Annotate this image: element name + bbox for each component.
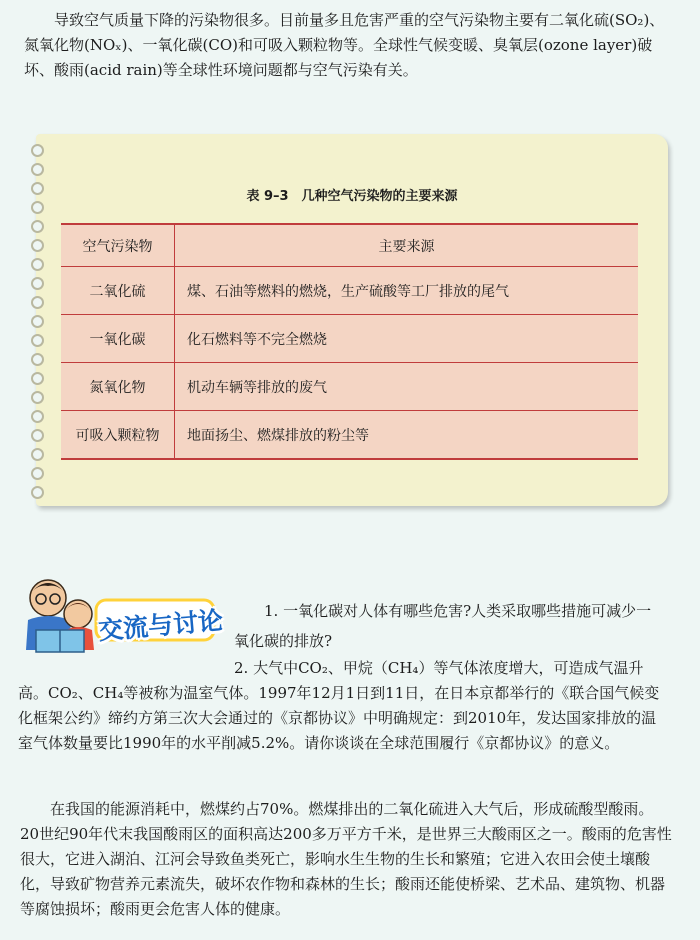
table-header-row (61, 224, 638, 267)
binding-ring (31, 391, 44, 404)
intro-paragraph: 导致空气质量下降的污染物很多。目前量多且危害严重的空气污染物主要有二氧化硫(SO₂)、氮氧化物(NOₓ)、一氧化碳(CO)和可吸入颗粒物等。全球性气候变暖、臭氧层(ozone layer)破坏、酸雨(acid rain)等全球性环境问题都与空气污染有关。 (24, 11, 665, 79)
source-cell: 化石燃料等不完全燃烧 (175, 315, 639, 363)
table-row (61, 411, 638, 460)
binding-ring (31, 239, 44, 252)
binding-ring (31, 220, 44, 233)
table-notecard (36, 134, 668, 506)
binding-ring (31, 486, 44, 499)
pollutant-cell: 一氧化碳 (61, 315, 175, 363)
table-row (61, 315, 638, 363)
pollutant-sources-table (61, 223, 638, 460)
table-title: 表 9–3 几种空气污染物的主要来源 (246, 189, 458, 204)
question-2-text: 2. 大气中CO₂、甲烷（CH₄）等气体浓度增大，可造成气温升高。CO₂、CH₄等被称为温室气体。1997年12月1日到11日，在日本京都举行的《联合国气候变化框架公约》缔约方第三次大会通过的《京都协议》中明确规定：到2010年，发达国家排放的温室气体数量要比1990年的水平削减5.2%。请你谈谈在全球范围履行《京都协议》的意义。 (18, 659, 660, 752)
acid-rain-paragraph: 在我国的能源消耗中，燃煤约占70%。燃煤排出的二氧化硫进入大气后，形成硫酸型酸雨。20世纪90年代末我国酸雨区的面积高达200多万平方千米，是世界三大酸雨区之一。酸雨的危害性很大，它进入湖泊、江河会导致鱼类死亡，影响水生生物的生长和繁殖；它进入农田会使土壤酸化，导致矿物营养元素流失，破坏农作物和森林的生长；酸雨还能使桥梁、艺术品、建筑物、机器等腐蚀损坏；酸雨更会危害人体的健康。 (20, 800, 672, 918)
binding-ring (31, 334, 44, 347)
table-row (61, 267, 638, 315)
binding-ring (31, 467, 44, 480)
discussion-question-2 (18, 656, 666, 756)
table-row (61, 363, 638, 411)
header-source: 主要来源 (175, 224, 639, 267)
source-cell: 机动车辆等排放的废气 (175, 363, 639, 411)
binding-ring (31, 163, 44, 176)
source-cell: 地面扬尘、燃煤排放的粉尘等 (175, 411, 639, 460)
pollutant-cell: 可吸入颗粒物 (61, 411, 175, 460)
discussion-badge: 交流与讨论 (97, 605, 225, 646)
source-cell: 煤、石油等燃料的燃烧，生产硫酸等工厂排放的尾气 (175, 267, 639, 315)
binding-ring (31, 144, 44, 157)
binding-ring (31, 258, 44, 271)
header-pollutant: 空气污染物 (61, 224, 175, 267)
binding-ring (31, 353, 44, 366)
binding-ring (31, 296, 44, 309)
pollutant-cell: 二氧化硫 (61, 267, 175, 315)
binding-ring (31, 372, 44, 385)
discussion-question-1: 1. 一氧化碳对人体有哪些危害?人类采取哪些措施可减少一氧化碳的排放? (234, 602, 652, 650)
binding-ring (31, 315, 44, 328)
binding-ring (31, 277, 44, 290)
binding-ring (31, 429, 44, 442)
pollutant-cell: 氮氧化物 (61, 363, 175, 411)
binding-ring (31, 448, 44, 461)
binding-ring (31, 410, 44, 423)
